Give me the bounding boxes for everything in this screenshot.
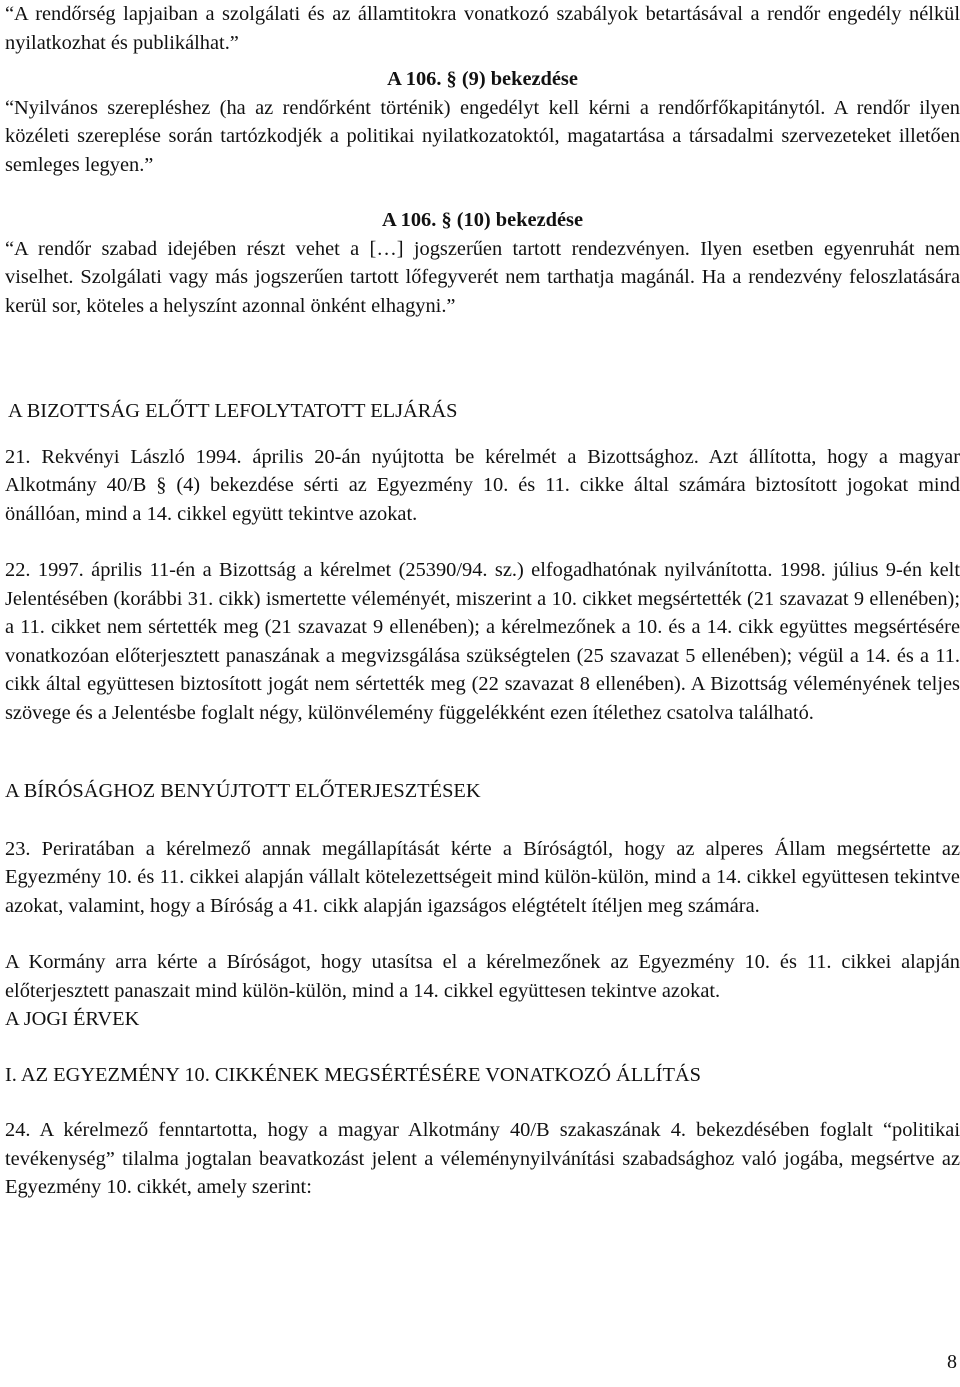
page-number: 8 xyxy=(947,1351,957,1373)
paragraph-23: 23. Periratában a kérelmező annak megállapítását kérte a Bíróságtól, hogy az alperes Állam megsértette az Egyezmény 10. és 11. cikkei alapján vállalt kötelezettségeit mind külön-külön, mind a 14. cikkel együttesen tekintve azokat, valamint, hogy a Bíróság a 41. cikk alapján igazságos elégtételt ítéljen meg számára. xyxy=(5,837,960,917)
heading-bizottsag: A BIZOTTSÁG ELŐTT LEFOLYTATOTT ELJÁRÁS xyxy=(8,400,458,422)
heading-jogi-ervek: A JOGI ÉRVEK xyxy=(5,1008,140,1030)
document-page xyxy=(5,0,960,1202)
section-heading-106-10: A 106. § (10) bekezdése xyxy=(381,209,584,231)
paragraph-24: 24. A kérelmező fenntartotta, hogy a magyar Alkotmány 40/B szakaszának 4. bekezdésében foglalt “politikai tevékenység” tilalma jogtalan beavatkozást jelent a véleménynyilvánítási szabadsághoz való jogába, megsértve az Egyezmény 10. cikkét, amely szerint: xyxy=(5,1119,960,1198)
quote-paragraph-106-9: “Nyilvános szerepléshez (ha az rendőrként történik) engedélyt kell kérni a rendőrfőkapitánytól. A rendőr ilyen közéleti szereplése során tartózkodjék a politikai nyilatkozatoktól, magatartása a társadalmi szervezeteket illetően semleges legyen.” xyxy=(5,96,960,176)
heading-10-cikk: I. AZ EGYEZMÉNY 10. CIKKÉNEK MEGSÉRTÉSÉRE VONATKOZÓ ÁLLÍTÁS xyxy=(5,1063,701,1086)
paragraph-21: 21. Rekvényi László 1994. április 20-án nyújtotta be kérelmét a Bizottsághoz. Azt állította, hogy a magyar Alkotmány 40/B § (4) bekezdése sérti az Egyezmény 10. és 11. cikke által számára biztosított jogokat mind önállóan, mind a 14. cikkel együtt tekintve azokat. xyxy=(5,445,960,525)
section-heading-106-9: A 106. § (9) bekezdése xyxy=(387,68,578,90)
paragraph-22: 22. 1997. április 11-én a Bizottság a kérelmet (25390/94. sz.) elfogadhatónak nyilvánította. 1998. július 9-én kelt Jelentésében (korábbi 31. cikk) ismertette véleményét, miszerint a 10. cikket megsértették (21 szavazat 9 ellenében); a 11. cikket nem sértették meg (21 szavazat 9 ellenében); a kérelmezőnek a 10. és a 14. cikk együttes megsértésére vonatkozóan előterjesztett panaszának a megvizsgálása szükségtelen (25 szavazat 5 ellenében); végül a 14. és a 11. cikk által együttesen biztosított jogát nem sértették meg (22 szavazat 8 ellenében). A Bizottság véleményének teljes szövege és a Jelentésbe foglalt négy, különvélemény függelékként ezen ítélethez csatolva található. xyxy=(5,559,960,724)
heading-birosag: A BÍRÓSÁGHOZ BENYÚJTOTT ELŐTERJESZTÉSEK xyxy=(5,780,481,802)
quote-paragraph-106-10: “A rendőr szabad idejében részt vehet a […] jogszerűen tartott rendezvényen. Ilyen esetben egyenruhát nem viselhet. Szolgálati vagy más jogszerűen tartott lőfegyverét nem tarthatja magánál. Ha a rendezvény feloszlatására kerül sor, köteles a helyszínt azonnal önként elhagyni.” xyxy=(5,237,960,317)
quote-paragraph-press: “A rendőrség lapjaiban a szolgálati és az államtitokra vonatkozó szabályok betartásával a rendőr engedély nélkül nyilatkozhat és publikálhat.” xyxy=(5,3,960,54)
paragraph-kormany: A Kormány arra kérte a Bíróságot, hogy utasítsa el a kérelmezőnek az Egyezmény 10. és 11. cikkei alapján előterjesztett panaszait mind külön-külön, mind a 14. cikkel együttesen tekintve azokat. xyxy=(5,951,960,1002)
